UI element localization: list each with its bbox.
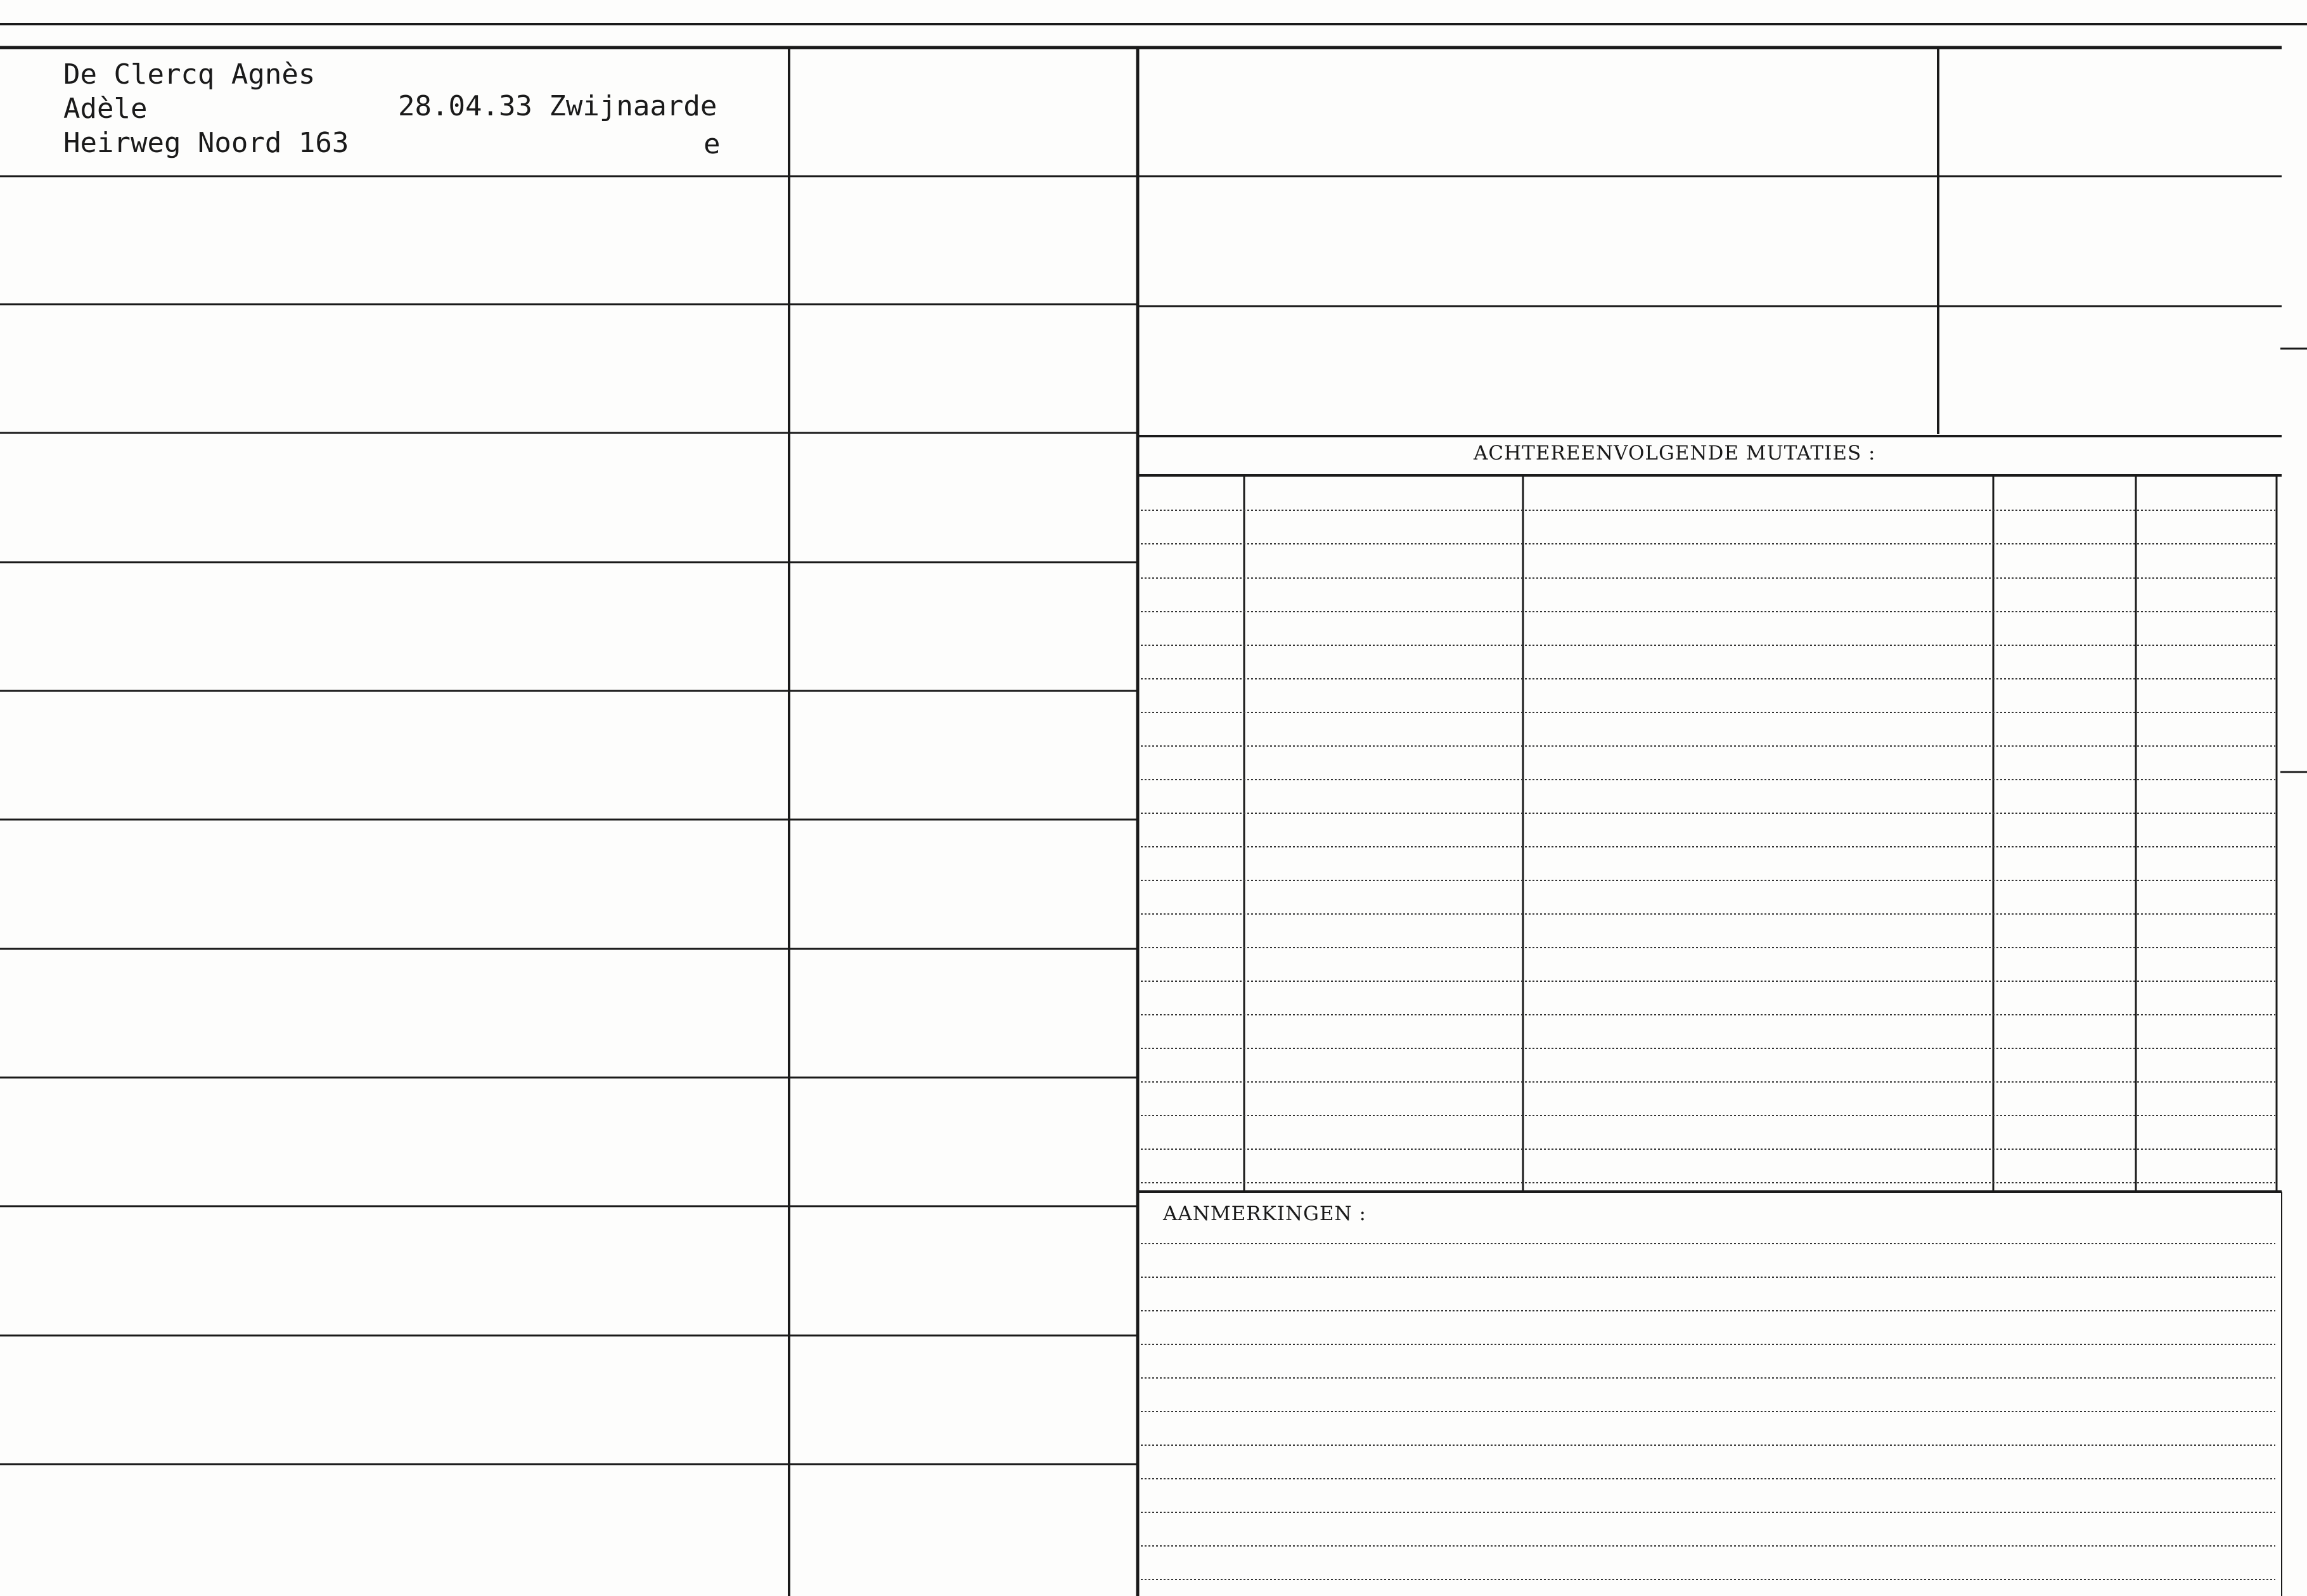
remarks-dotted-rows (1141, 1244, 2275, 1580)
surname-text: De Clercq Agnès (63, 58, 316, 91)
left-rows (0, 176, 1138, 1464)
address-text: Heirweg Noord 163 (63, 127, 349, 159)
birth-date-place-text: 28.04.33 Zwijnaarde (398, 90, 717, 122)
mutations-dotted-rows (1141, 510, 2275, 1183)
mutations-table (1138, 475, 2282, 1192)
mutations-heading: ACHTEREENVOLGENDE MUTATIES : (1474, 442, 1876, 465)
handwritten-mark: e (704, 128, 721, 160)
remarks-heading: AANMERKINGEN : (1163, 1202, 1366, 1225)
given-name-text: Adèle (63, 93, 148, 125)
